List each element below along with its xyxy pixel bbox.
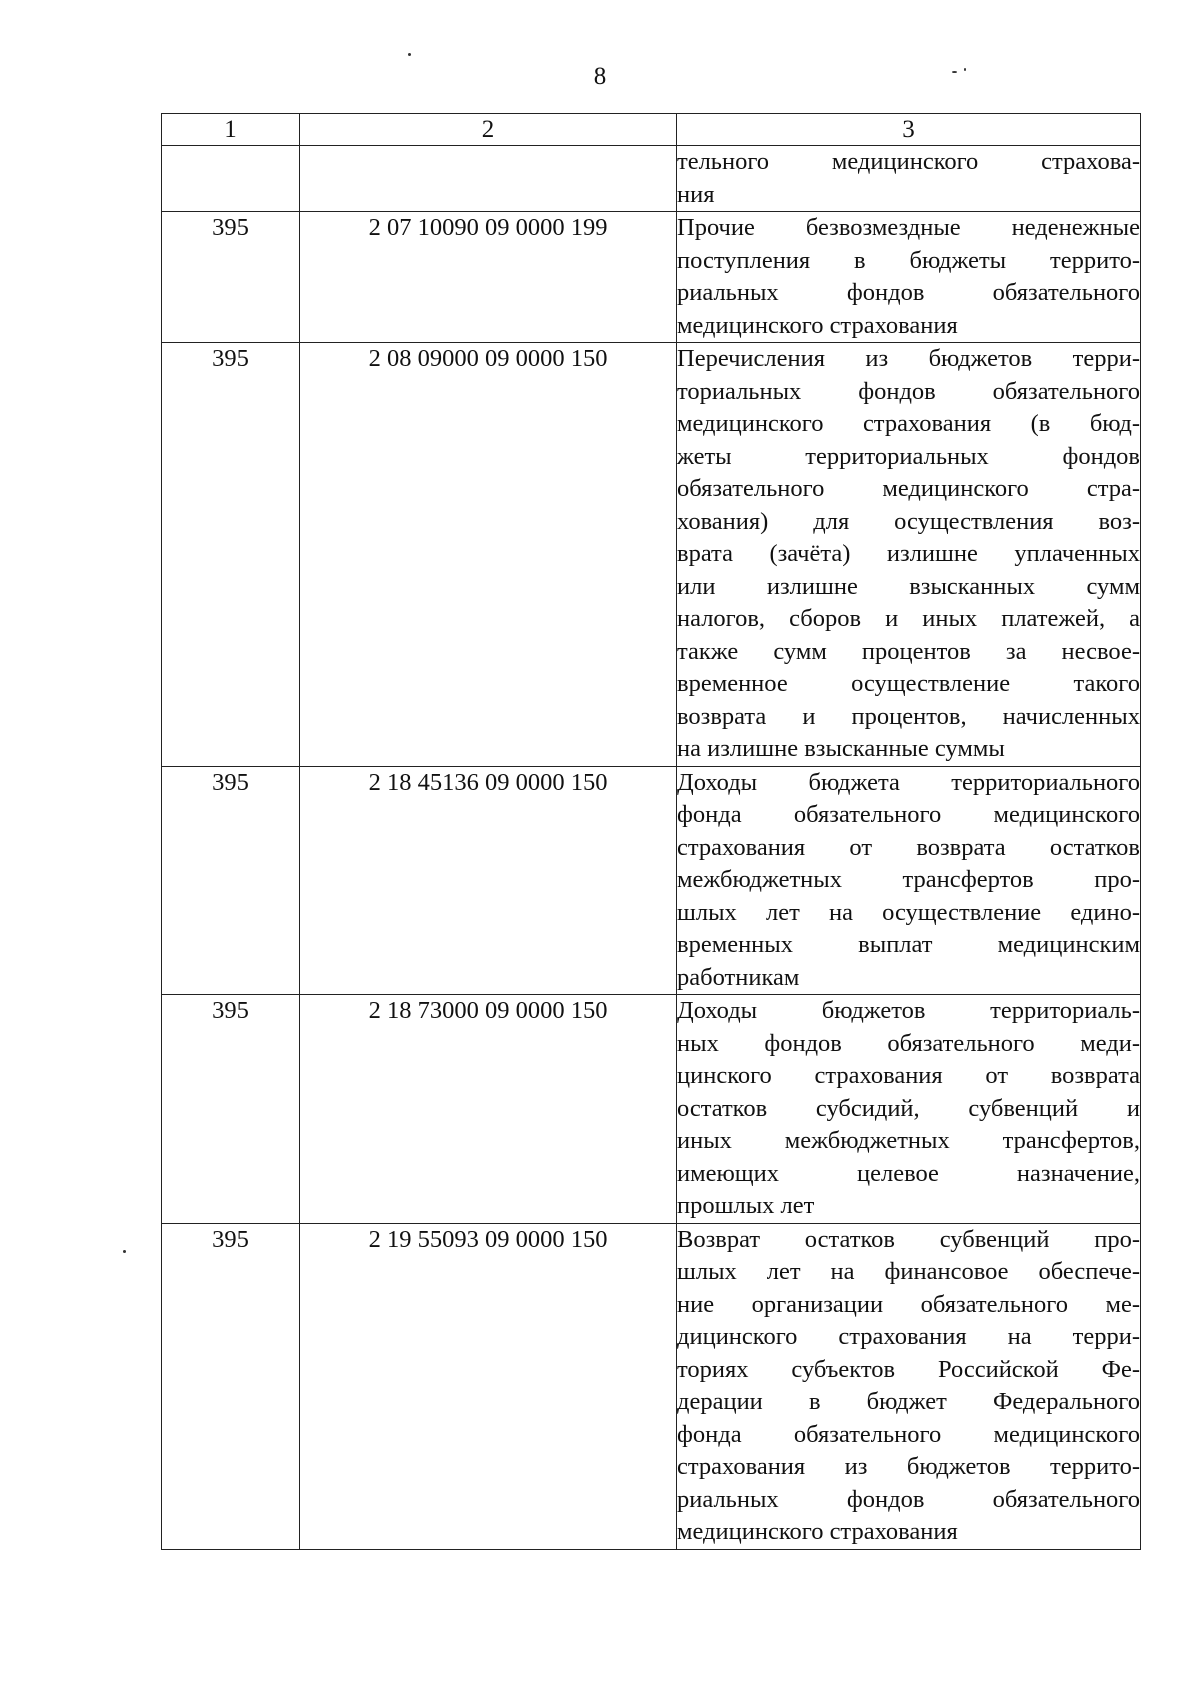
- description-line: медицинского страхования (в бюд-: [677, 410, 1140, 437]
- description-line: работникам: [677, 963, 800, 991]
- description-line: риальных фондов обязательного: [677, 1485, 1140, 1513]
- description-line: ния: [677, 180, 715, 208]
- column-header-3: 3: [677, 114, 1141, 146]
- description-line: страхования из бюджетов террито-: [677, 1453, 1140, 1480]
- scan-speck: [964, 68, 966, 71]
- description-line: Возврат остатков субвенций про-: [677, 1225, 1140, 1253]
- kbk-code-cell: 2 07 10090 09 0000 199: [300, 212, 677, 343]
- description-line: межбюджетных трансфертов про-: [677, 866, 1140, 893]
- description-line: ных фондов обязательного меди-: [677, 1029, 1140, 1057]
- description-line: имеющих целевое назначение,: [677, 1159, 1140, 1187]
- table-row: [162, 146, 1141, 212]
- description-line: врата (зачёта) излишне уплаченных: [677, 540, 1140, 567]
- description-line: ториях субъектов Российской Фе-: [677, 1355, 1140, 1383]
- description-line: шлых лет на финансовое обеспече-: [677, 1258, 1140, 1285]
- description-cell: [677, 1223, 1141, 1549]
- description-line: жеты территориальных фондов: [677, 442, 1140, 470]
- kbk-code-cell: 2 19 55093 09 0000 150: [300, 1223, 677, 1549]
- table-row: [162, 1223, 1141, 1549]
- admin-code-cell: 395: [162, 212, 300, 343]
- kbk-code-cell: 2 18 45136 09 0000 150: [300, 766, 677, 995]
- scan-speck: [123, 1250, 126, 1253]
- description-cell: [677, 146, 1141, 212]
- description-line: Доходы бюджетов территориаль-: [677, 997, 1140, 1024]
- description-line: ториальных фондов обязательного: [677, 377, 1140, 405]
- admin-code-cell: 395: [162, 766, 300, 995]
- kbk-code-cell: 2 18 73000 09 0000 150: [300, 995, 677, 1224]
- admin-code-cell: 395: [162, 1223, 300, 1549]
- description-cell: [677, 766, 1141, 995]
- table-row: [162, 212, 1141, 343]
- budget-classification-table: [161, 113, 1141, 1550]
- description-line: дицинского страхования на терри-: [677, 1323, 1140, 1350]
- description-line: поступления в бюджеты террито-: [677, 246, 1140, 274]
- description-line: или излишне взысканных сумм: [677, 572, 1140, 600]
- description-line: дерации в бюджет Федерального: [677, 1388, 1140, 1415]
- table-row: [162, 995, 1141, 1224]
- description-line: Перечисления из бюджетов терри-: [677, 345, 1140, 372]
- description-line: на излишне взысканные суммы: [677, 735, 1005, 762]
- description-line: страхования от возврата остатков: [677, 833, 1140, 861]
- description-line: тельного медицинского страхова-: [677, 148, 1140, 175]
- page-number: 8: [593, 63, 607, 90]
- description-line: иных межбюджетных трансфертов,: [677, 1127, 1140, 1154]
- description-line: ние организации обязательного ме-: [677, 1290, 1140, 1318]
- description-line: временное осуществление такого: [677, 670, 1140, 697]
- column-header-2: 2: [300, 114, 677, 146]
- description-line: налогов, сборов и иных платежей, а: [677, 605, 1140, 632]
- description-line: медицинского страхования: [677, 311, 958, 339]
- description-cell: [677, 995, 1141, 1224]
- description-cell: [677, 343, 1141, 767]
- description-line: Прочие безвозмездные неденежные: [677, 214, 1140, 241]
- admin-code-cell: [162, 146, 300, 212]
- description-line: фонда обязательного медицинского: [677, 801, 1140, 828]
- description-line: фонда обязательного медицинского: [677, 1420, 1140, 1448]
- description-line: риальных фондов обязательного: [677, 279, 1140, 306]
- description-line: также сумм процентов за несвое-: [677, 637, 1140, 665]
- description-line: Доходы бюджета территориального: [677, 768, 1140, 796]
- kbk-code-cell: 2 08 09000 09 0000 150: [300, 343, 677, 767]
- table-header-row: [162, 114, 1141, 146]
- description-line: возврата и процентов, начисленных: [677, 702, 1140, 730]
- description-line: шлых лет на осуществление едино-: [677, 898, 1140, 926]
- description-line: остатков субсидий, субвенций и: [677, 1094, 1140, 1122]
- column-header-1: 1: [162, 114, 300, 146]
- kbk-code-cell: [300, 146, 677, 212]
- table-row: [162, 766, 1141, 995]
- table-body: [162, 146, 1141, 1550]
- admin-code-cell: 395: [162, 343, 300, 767]
- admin-code-cell: 395: [162, 995, 300, 1224]
- description-line: временных выплат медицинским: [677, 931, 1140, 958]
- description-line: цинского страхования от возврата: [677, 1062, 1140, 1089]
- table-row: [162, 343, 1141, 767]
- description-line: обязательного медицинского стра-: [677, 475, 1140, 502]
- scan-speck: [952, 71, 957, 73]
- description-cell: [677, 212, 1141, 343]
- description-line: прошлых лет: [677, 1192, 815, 1219]
- scan-speck: [408, 53, 411, 56]
- description-line: медицинского страхования: [677, 1518, 958, 1545]
- description-line: хования) для осуществления воз-: [677, 507, 1140, 535]
